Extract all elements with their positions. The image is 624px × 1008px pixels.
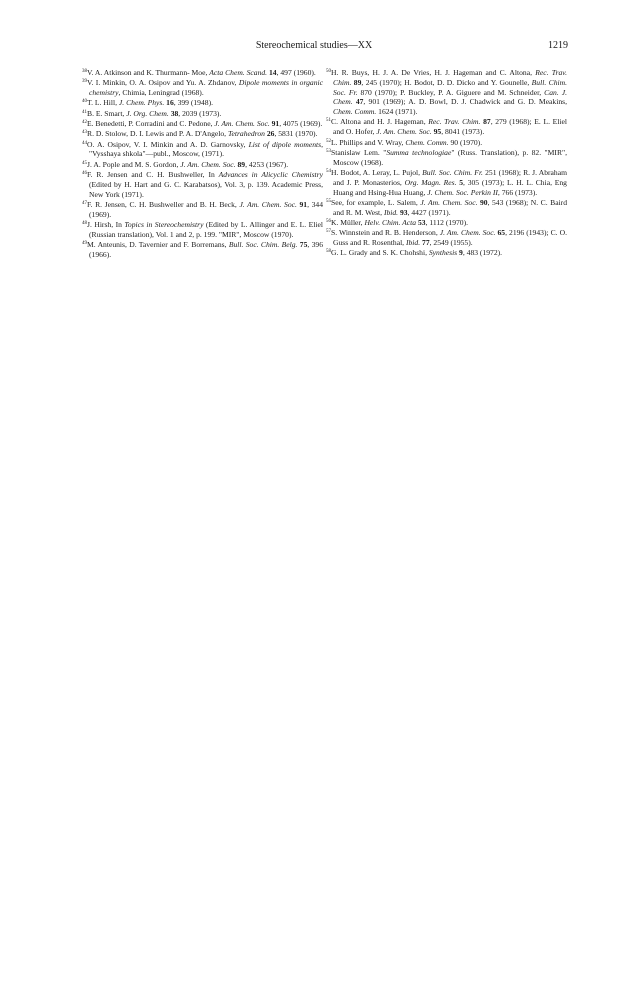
reference-entry [82,220,323,240]
citation-text: E. Benedetti, P. Corradini and C. Pedone, [87,118,215,128]
citation-text: , 2549 (1955). [429,238,473,248]
citation-title: J. Am. Chem. Soc. [420,197,478,207]
citation-text: , 344 (1969). [89,199,323,219]
reference-number: 44 [82,140,87,146]
citation-title: J. Chem. Soc. Perkin II [427,187,498,197]
reference-entry [82,140,323,160]
citation-volume: 87 [483,117,491,127]
citation-title: Topics in Stereochemistry [124,219,204,229]
citation-text: G. L. Grady and S. K. Chohshi, [331,248,429,258]
citation-text: , 483 (1972). [462,248,503,258]
citation-volume: 38 [170,108,179,118]
citation-title: Rec. Trav. Chim. [428,117,481,127]
reference-entry [326,168,567,197]
running-title: Stereochemical studies—XX [255,40,373,51]
reference-number: 47 [82,200,87,206]
citation-title: J. Am. Chem. Soc. [439,228,496,238]
references-right-column [326,68,567,259]
citation-text: (Edited by L. Allinger and E. L. Eliel (Russian translation), Vol. 1 and 2, p. 199. "MIR", Moscow (1970). [89,219,324,239]
citation-text: 90 (1970). [448,137,483,147]
reference-number: 40 [82,99,87,105]
citation-title: J. Chem. Phys. [118,98,165,108]
citation-text: T. L. Hill, [87,98,119,108]
citation-text: B. E. Smart, [87,108,127,118]
citation-text: , 245 (1970); H. Bodot, D. D. Dicko and Y. Gounelle, [361,77,532,87]
citation-text: , 5831 (1970). [274,129,318,139]
citation-title: J. Org. Chem. [126,108,169,118]
citation-volume: 95 [433,127,442,137]
reference-entry [82,200,323,220]
citation-text: K. Müller, [331,217,365,227]
citation-title: Tetrahedron [227,129,265,139]
citation-volume: 47 [355,97,364,107]
running-header [60,40,568,54]
citation-text: M. Anteunis, D. Tavernier and F. Borremans, [87,240,229,250]
reference-number: 50 [326,69,331,74]
citation-text: , 396 (1966). [89,240,324,259]
citation-text: L. Phillips and V. Wray, [331,137,406,147]
reference-entry [326,148,567,168]
citation-text: " (Russ. Translation), p. 82. "MIR", Moscow (1968). [333,147,568,167]
page-number: 1219 [548,40,568,51]
reference-entry [82,98,323,108]
citation-text: V. I. Minkin, O. A. Osipov and Yu. A. Zhdanov, [87,78,239,88]
citation-text: S. Winnstein and R. B. Henderson, [331,228,440,238]
citation-title: J. Am. Chem. Soc. [214,118,270,128]
reference-number: 45 [82,160,87,166]
citation-text: (Edited by H. Hart and G. C. Karabatsos), Vol. 3, p. 139. Academic Press, New York (1971). [89,179,323,199]
citation-text: 870 (1970); P. Buckley, P. A. Giguere and M. Schneider, [357,87,545,97]
citation-title: J. Am. Chem. Soc. [180,159,236,169]
citation-title: List of dipole moments [248,139,322,149]
citation-title: Org. Magn. Res. [404,177,457,187]
citation-volume: 93 [399,207,408,217]
citation-text: , 279 (1968); E. L. Eliel and O. Hofer, [333,117,567,137]
reference-number: 58 [326,249,331,255]
reference-number: 42 [82,119,87,125]
citation-volume: 89 [353,77,362,87]
reference-entry [82,68,323,78]
citation-title: Advances in Alicyclic Chemistry [218,169,323,179]
citation-volume: 91 [299,199,308,209]
citation-title: Synthesis [428,248,458,258]
citation-volume: 89 [237,159,246,169]
citation-text: C. Altona and H. J. Hageman, [331,117,429,127]
reference-number: 55 [326,198,331,204]
reference-entry [82,78,323,98]
reference-number: 54 [326,168,331,174]
citation-title: Ibid. [383,207,399,217]
citation-title: Summa technologiae [386,147,452,157]
citation-text: , 1112 (1970). [425,217,469,227]
citation-title: Chem. Comm. [333,107,377,117]
citation-title: Rec. Trav. Chim. [333,68,567,87]
citation-text: , Chimia, Leningrad (1968). [118,88,204,98]
reference-entry [82,240,323,260]
reference-entry [326,228,567,248]
citation-text: 1624 (1971). [376,107,418,117]
citation-volume: 16 [166,98,174,108]
citation-title: Chem. Comm. [405,137,449,147]
citation-text: J. A. Pople and M. S. Gordon, [87,159,181,169]
citation-volume: 53 [417,217,426,227]
citation-text: , 305 (1973); L. H. L. Chia, Eng Huang and Hsing-Hua Huang, [333,177,567,197]
citation-text: , 543 (1968); N. C. Baird and R. M. West, [333,197,568,217]
citation-title: Bull. Soc. Chim. Belg. [228,240,298,250]
reference-entry [82,109,323,119]
reference-entry [326,138,567,148]
citation-text: , 901 (1969); A. D. Bowl, D. J. Chadwick and G. D. Meakins, [363,97,567,107]
citation-title: J. Am. Chem. Soc. [239,199,297,209]
reference-number: 46 [82,170,87,176]
citation-text: Stanislaw Lem. " [331,147,387,157]
citation-text: , 2196 (1943); C. O. Guss and R. Rosenthal, [333,228,567,248]
citation-text: F. R. Jensen, C. H. Bushweller and B. H. Beck, [87,199,240,209]
citation-text: , 4075 (1969). [279,118,323,128]
citation-title: Bull. Soc. Chim. Fr. [422,167,483,177]
citation-text: H. R. Buys, H. J. A. De Vries, H. J. Hageman and C. Altona, [331,68,536,77]
reference-entry [82,170,323,199]
reference-number: 43 [82,130,87,136]
citation-volume: 65 [497,228,506,238]
citation-title: J. Am. Chem. Soc. [376,127,432,137]
reference-entry [326,218,567,228]
reference-number: 56 [326,218,331,224]
reference-number: 53 [326,148,331,154]
citation-text: , "Vysshaya shkola"—publ., Moscow, (1971). [89,139,323,159]
citation-text: H. Bodot, A. Leray, L. Pujol, [331,167,423,177]
reference-entry [326,117,567,137]
citation-volume: 77 [422,238,430,248]
citation-title: Acta Chem. Scand. [209,68,268,77]
citation-text: , 399 (1948). [173,98,213,108]
reference-number: 52 [326,138,331,144]
citation-volume: 91 [271,118,280,128]
citation-text: , 4253 (1967). [245,159,289,169]
citation-text: J. Hirsh, In [87,219,125,229]
reference-number: 57 [326,229,331,235]
citation-text: O. A. Osipov, V. I. Minkin and A. D. Garnovsky, [87,139,249,149]
reference-entry [326,198,567,218]
reference-number: 38 [82,69,87,74]
reference-number: 39 [82,79,87,85]
citation-title: Helv. Chim. Acta [364,217,417,227]
citation-title: Ibid. [405,238,421,248]
citation-title: Bull. Chim. Soc. Fr. [333,77,568,97]
citation-text: , 4427 (1971). [407,207,451,217]
citation-text: R. D. Stolow, D. I. Lewis and P. A. D'Angelo, [87,129,228,139]
reference-entry [82,129,323,139]
reference-entry [82,119,323,129]
citation-text: , 2039 (1973). [178,108,222,118]
reference-number: 51 [326,118,331,124]
citation-volume: 14 [268,68,277,77]
citation-text: F. R. Jensen and C. H. Bushweller, In [87,169,219,179]
citation-volume: 26 [266,129,275,139]
citation-title: Dipole moments in organic chemistry [89,78,323,98]
references-left-column [82,68,323,260]
citation-text: , 497 (1960). [276,68,316,77]
citation-volume: 5 [459,177,464,187]
reference-entry [326,68,567,117]
citation-text: , 766 (1973). [497,187,538,197]
citation-volume: 90 [480,197,488,207]
reference-entry [82,160,323,170]
citation-text: , 8041 (1973). [441,127,485,137]
citation-volume: 9 [459,248,463,258]
reference-number: 48 [82,220,87,226]
citation-title: Can. J. Chem. [333,87,567,107]
citation-text: See, for example, L. Salem, [331,197,421,207]
citation-text: V. A. Atkinson and K. Thurmann- Moe, [87,68,210,77]
citation-volume: 75 [299,240,308,250]
reference-number: 49 [82,241,87,247]
reference-number: 41 [82,109,87,115]
reference-entry [326,248,567,258]
citation-text: 251 (1968); R. J. Abraham and J. P. Monasterios, [333,167,567,187]
